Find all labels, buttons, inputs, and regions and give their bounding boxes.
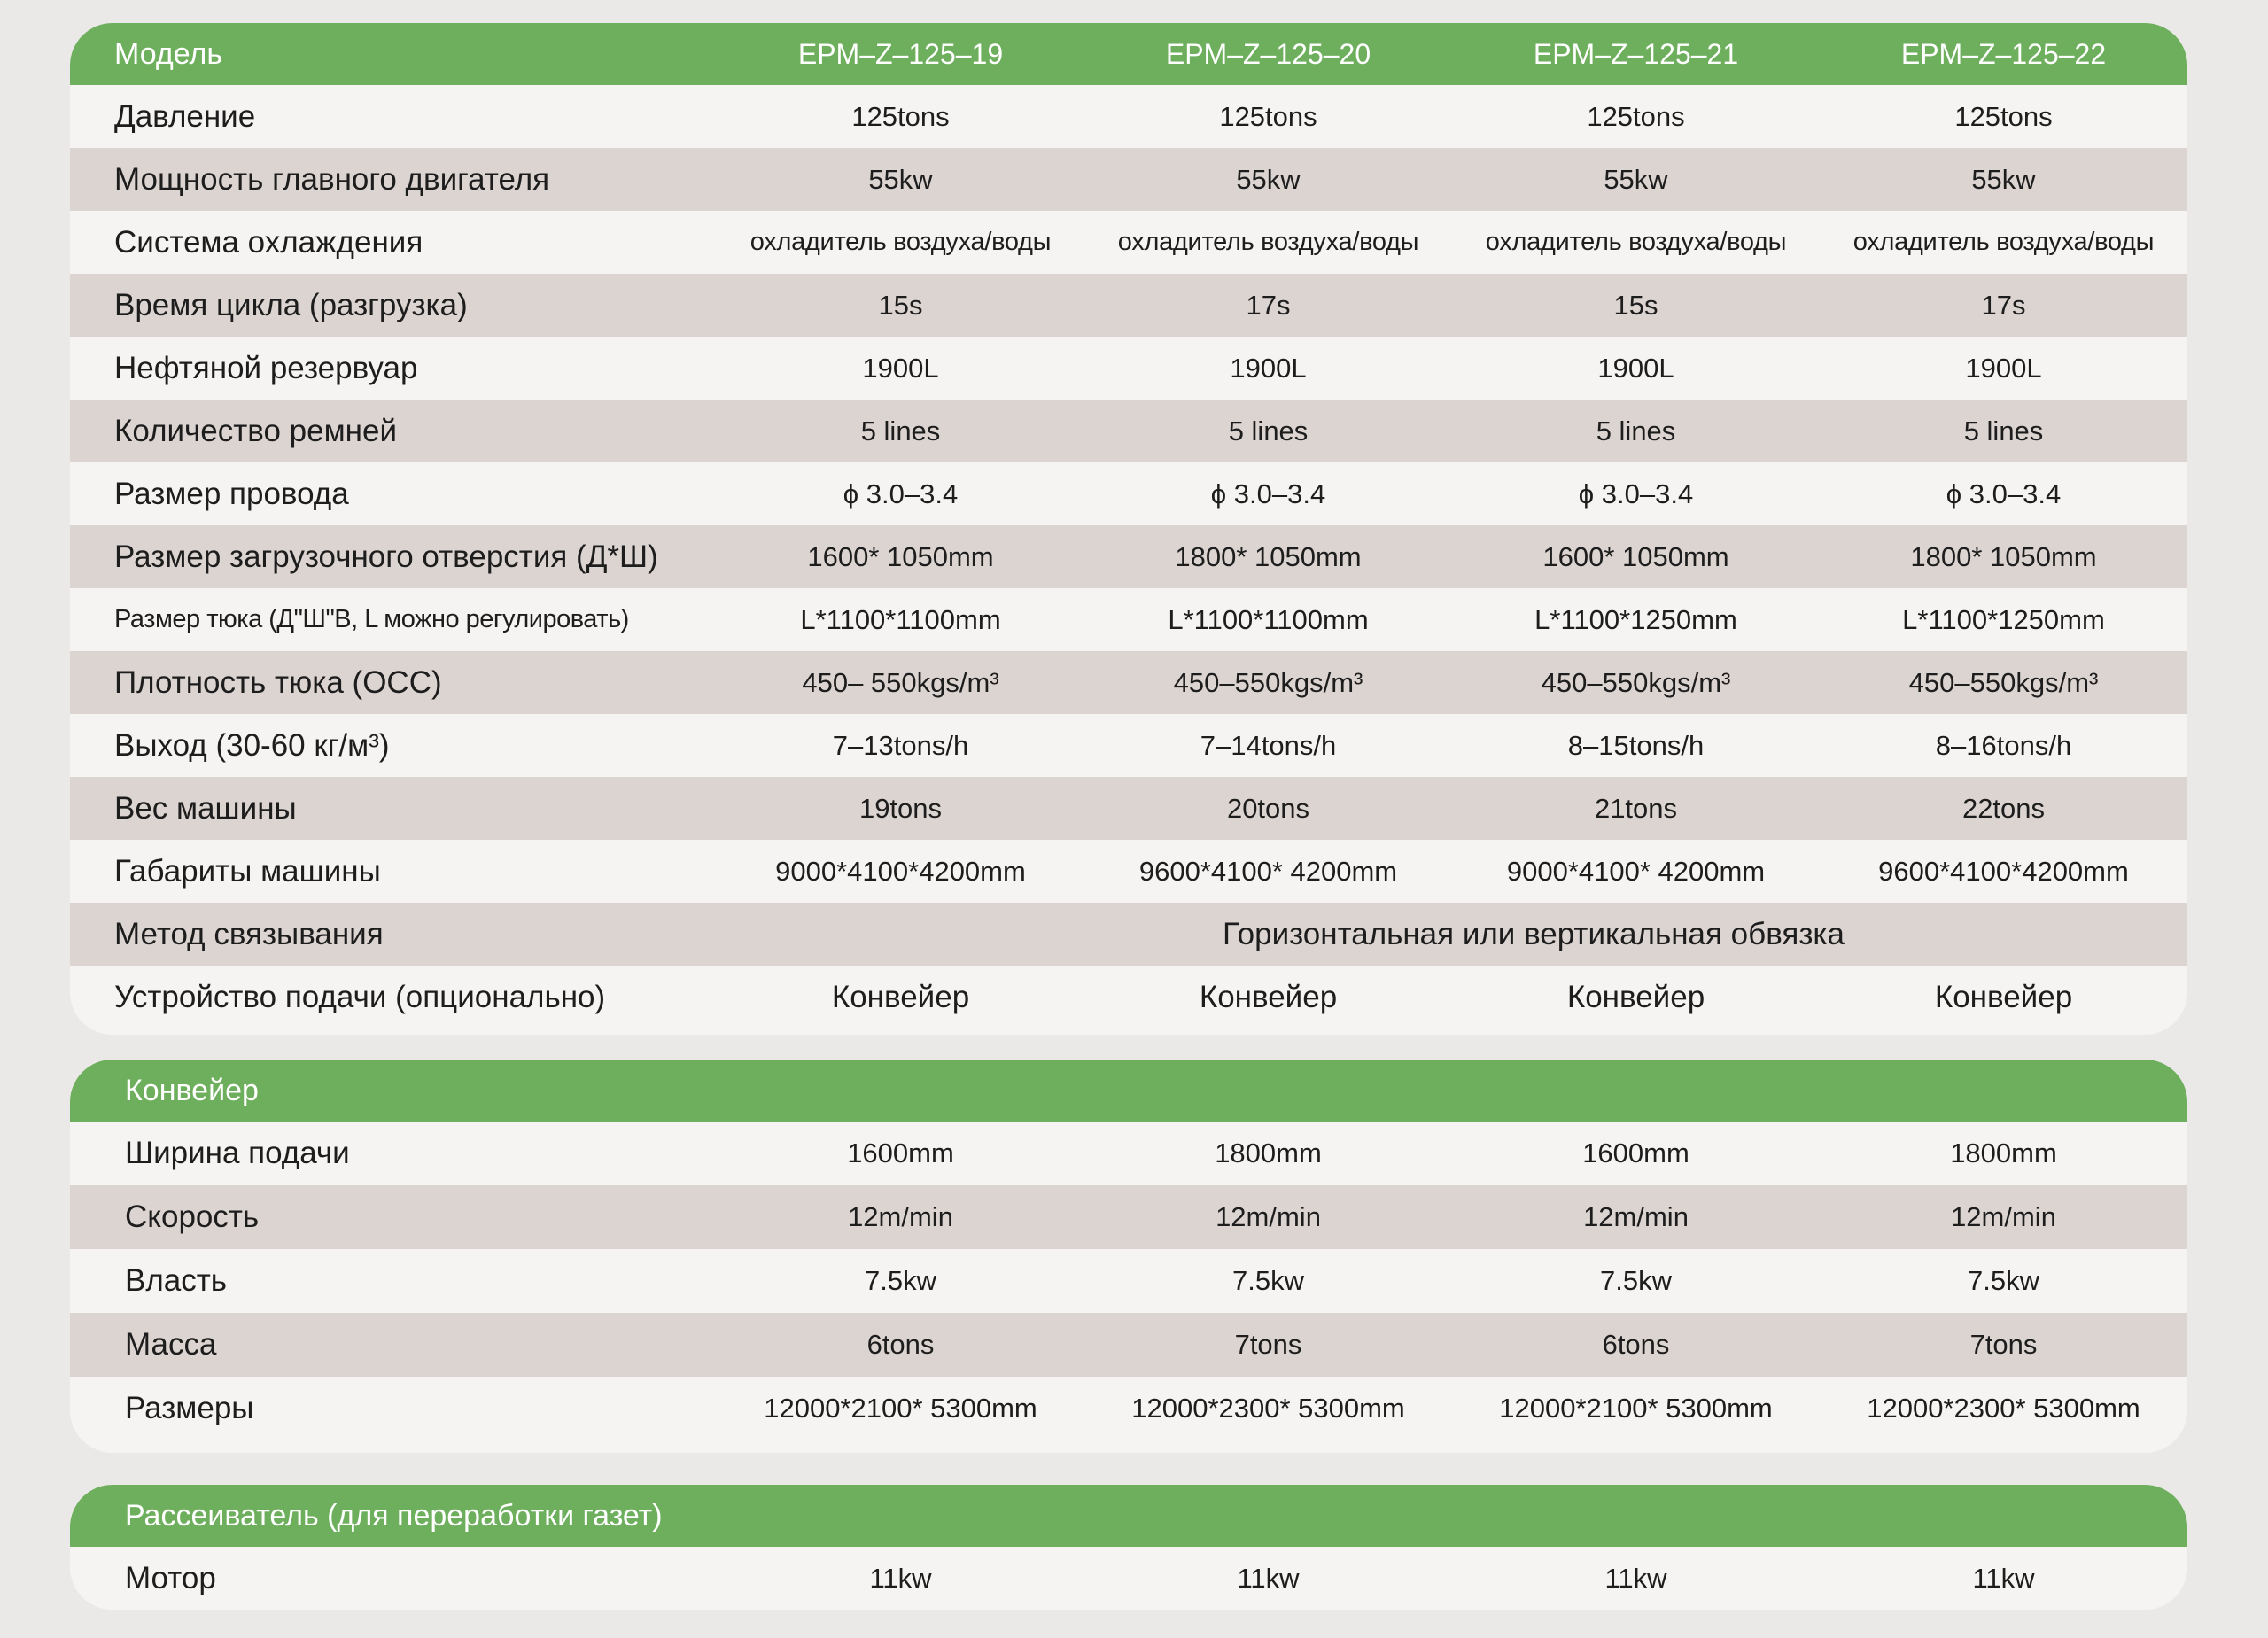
spec-value: 7.5kw (1232, 1265, 1304, 1296)
spec-value: 12m/min (1583, 1201, 1689, 1232)
spec-value: 7–13tons/h (832, 729, 969, 761)
spec-value: 17s (1246, 289, 1291, 321)
spec-value: 11kw (1237, 1562, 1300, 1594)
spec-row-binding-method (70, 903, 2187, 966)
spec-label: Количество ремней (114, 413, 398, 448)
spec-value: 1600mm (847, 1137, 954, 1168)
spec-value: L*1100*1250mm (1534, 603, 1737, 635)
conveyor-row-speed (70, 1185, 2187, 1249)
spec-label: Выход (30-60 кг/м³) (114, 727, 390, 763)
spec-value: Конвейер (1199, 979, 1338, 1014)
spec-label: Габариты машины (114, 853, 381, 889)
spec-value: 450–550kgs/m³ (1908, 666, 2099, 698)
spec-label: Давление (114, 98, 256, 134)
spec-value: 21tons (1594, 792, 1678, 824)
spec-label: Мощность главного двигателя (114, 161, 550, 197)
spec-row-cycle-time (70, 274, 2187, 337)
spec-value: 1900L (862, 352, 939, 384)
spec-value: охладитель воздуха/воды (1852, 228, 2155, 256)
spec-value: 8–15tons/h (1567, 729, 1705, 761)
spec-label: Размеры (125, 1391, 254, 1425)
spec-value: 7tons (1969, 1329, 2038, 1360)
spec-label: Власть (125, 1263, 227, 1298)
spec-label: Нефтяной резервуар (114, 350, 418, 385)
spec-row-output (70, 714, 2187, 777)
spec-value-merged (717, 917, 2187, 952)
spec-value: 19tons (858, 792, 943, 824)
spec-value: L*1100*1100mm (800, 603, 1001, 635)
spec-value: 55kw (868, 163, 933, 195)
spec-value: 6tons (866, 1329, 935, 1360)
spec-value: 12000*2300* 5300mm (1867, 1393, 2140, 1424)
model-header-row (70, 23, 2187, 85)
spec-value: 9600*4100*4200mm (1878, 855, 2129, 887)
spec-value: 6tons (1602, 1329, 1670, 1360)
spec-value: Конвейер (1934, 979, 2073, 1014)
spec-label: Метод связывания (114, 916, 384, 951)
spec-row-wire-size (70, 462, 2187, 525)
spec-value: 15s (1613, 289, 1658, 321)
main-spec-table (70, 23, 2187, 1035)
spec-value: L*1100*1100mm (1168, 603, 1369, 635)
spec-row-machine-dimensions (70, 840, 2187, 903)
spec-value: 450– 550kgs/m³ (802, 666, 999, 698)
spec-label: Мотор (125, 1560, 216, 1595)
spec-value: 5 lines (860, 415, 941, 446)
spec-value: 125tons (1587, 100, 1685, 132)
spec-value: 12m/min (1216, 1201, 1321, 1232)
spec-value: 450–550kgs/m³ (1541, 666, 1731, 698)
conveyor-row-feed-width (70, 1122, 2187, 1185)
spec-value: 17s (1981, 289, 2026, 321)
spec-value: 1800* 1050mm (1175, 540, 1362, 572)
spec-value: 1800mm (1950, 1137, 2057, 1168)
spec-value: 5 lines (1228, 415, 1309, 446)
spec-value: L*1100*1250mm (1902, 603, 2105, 635)
spec-value: Конвейер (831, 979, 970, 1014)
spec-value: 450–550kgs/m³ (1173, 666, 1363, 698)
spec-value: 11kw (1604, 1562, 1667, 1594)
spec-value: 12m/min (1951, 1201, 2056, 1232)
spec-value: 5 lines (1963, 415, 2044, 446)
spec-value: 5 lines (1596, 415, 1676, 446)
spec-value: 125tons (1954, 100, 2053, 132)
conveyor-header-row (70, 1060, 2187, 1122)
spec-value: 12000*2100* 5300mm (1499, 1393, 1773, 1424)
spec-label: Скорость (125, 1199, 260, 1234)
spec-row-feed-opening (70, 525, 2187, 588)
spec-label: Размер тюка (Д"Ш"В, L можно регулировать) (114, 605, 629, 633)
spec-value: 15s (878, 289, 923, 321)
spec-value: 125tons (851, 100, 950, 132)
spec-label: Вес машины (114, 790, 297, 826)
spec-label: Масса (125, 1327, 217, 1362)
spec-row-main-motor (70, 148, 2187, 211)
spec-value: 1600* 1050mm (1542, 540, 1729, 572)
spec-value: 11kw (869, 1562, 932, 1594)
spreader-table (70, 1485, 2187, 1610)
spec-value: 55kw (1971, 163, 2036, 195)
spec-value: 7tons (1234, 1329, 1302, 1360)
conveyor-row-power (70, 1249, 2187, 1313)
spreader-row-motor (70, 1547, 2187, 1610)
spec-row-cooling (70, 211, 2187, 274)
spec-label: Размер загрузочного отверстия (Д*Ш) (114, 539, 658, 574)
spec-value: 9600*4100* 4200mm (1138, 855, 1398, 887)
spec-row-belts (70, 400, 2187, 462)
spec-value: 1600* 1050mm (807, 540, 994, 572)
spec-value: 12000*2300* 5300mm (1131, 1393, 1405, 1424)
model-name: EPM–Z–125–21 (1533, 37, 1739, 70)
spec-row-feeder (70, 966, 2187, 1029)
spec-label: Ширина подачи (125, 1136, 350, 1170)
spec-value: 8–16tons/h (1935, 729, 2072, 761)
binding-method-value: Горизонтальная или вертикальная обвязка (1223, 916, 1845, 951)
spec-value: ϕ 3.0–3.4 (1578, 477, 1694, 509)
spec-value: 1900L (1965, 352, 2042, 384)
spec-value: 1900L (1230, 352, 1307, 384)
spec-value: 9000*4100*4200mm (775, 855, 1026, 887)
spec-value: ϕ 3.0–3.4 (843, 477, 959, 509)
model-name: EPM–Z–125–19 (797, 37, 1004, 70)
spec-label: Размер провода (114, 476, 349, 511)
spreader-header-label: Рассеиватель (для переработки газет) (125, 1498, 663, 1533)
spec-value: охладитель воздуха/воды (750, 228, 1052, 256)
spec-value: 1900L (1597, 352, 1674, 384)
spec-value: Конвейер (1566, 979, 1705, 1014)
spec-value: 7.5kw (1968, 1265, 2039, 1296)
spec-value: 55kw (1236, 163, 1301, 195)
spec-value: 7.5kw (1600, 1265, 1672, 1296)
spec-row-machine-weight (70, 777, 2187, 840)
spec-value: 12000*2100* 5300mm (764, 1393, 1037, 1424)
spec-value: 7.5kw (865, 1265, 936, 1296)
spec-value: 7–14tons/h (1200, 729, 1337, 761)
model-name: EPM–Z–125–22 (1900, 37, 2107, 70)
spec-label: Плотность тюка (OCC) (114, 664, 442, 700)
spec-label: Устройство подачи (опционально) (114, 979, 606, 1014)
spec-value: охладитель воздуха/воды (1117, 228, 1419, 256)
spec-value: 125tons (1219, 100, 1317, 132)
conveyor-header-label: Конвейер (125, 1073, 259, 1107)
spec-value: ϕ 3.0–3.4 (1210, 477, 1326, 509)
spec-value: 1800mm (1215, 1137, 1322, 1168)
spec-value: 22tons (1961, 792, 2046, 824)
spec-value: 1600mm (1582, 1137, 1689, 1168)
spreader-header-row (70, 1485, 2187, 1547)
spec-value: ϕ 3.0–3.4 (1946, 477, 2062, 509)
spec-row-oil-tank (70, 337, 2187, 400)
spec-value: охладитель воздуха/воды (1485, 228, 1787, 256)
spec-label: Время цикла (разгрузка) (114, 287, 468, 322)
spec-value: 12m/min (848, 1201, 953, 1232)
spec-value: 55kw (1604, 163, 1668, 195)
spec-row-bale-size (70, 588, 2187, 651)
conveyor-row-mass (70, 1313, 2187, 1377)
spec-value: 11kw (1972, 1562, 2035, 1594)
model-name: EPM–Z–125–20 (1165, 37, 1371, 70)
model-header-label: Модель (114, 36, 223, 71)
spec-row-bale-density (70, 651, 2187, 714)
spec-value: 20tons (1226, 792, 1310, 824)
conveyor-table (70, 1060, 2187, 1453)
conveyor-row-dimensions (70, 1377, 2187, 1440)
spec-label: Система охлаждения (114, 224, 423, 260)
spec-value: 9000*4100* 4200mm (1506, 855, 1766, 887)
spec-value: 1800* 1050mm (1910, 540, 2097, 572)
spec-row-pressure (70, 85, 2187, 148)
